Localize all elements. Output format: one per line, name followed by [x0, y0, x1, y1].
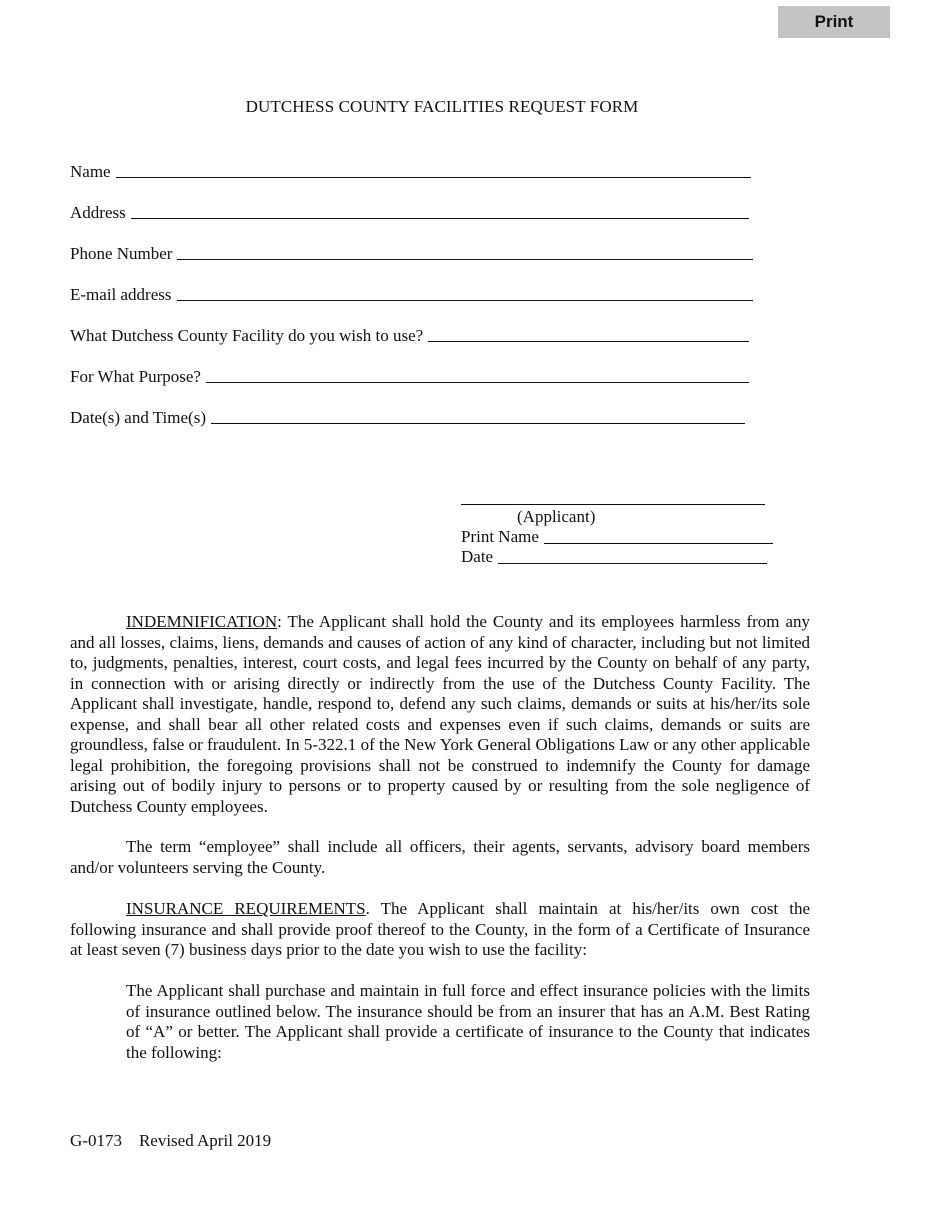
print-name-input[interactable] — [544, 528, 773, 544]
form-revision: Revised April 2019 — [138, 1131, 272, 1150]
employee-definition-paragraph — [70, 837, 810, 878]
purpose-field-row — [70, 365, 749, 387]
signature-block — [461, 487, 773, 567]
facility-label: What Dutchess County Facility do you wish to use? — [70, 326, 424, 345]
employee-definition-text: The term “employee” shall include all officers, their agents, servants, advisory board members and/or volunteers serving the County. — [70, 837, 810, 877]
address-label: Address — [70, 203, 126, 222]
insurance-heading: INSURANCE REQUIREMENTS — [126, 899, 366, 918]
phone-label: Phone Number — [70, 244, 173, 263]
name-input[interactable] — [116, 160, 751, 178]
insurance-text: . The Applicant shall maintain at his/her/its own cost the following insurance and shall provide proof thereof to the County, in the form of a Certificate of Insurance at least seven (7) business days prior to the date you wish to use the facility: — [70, 899, 810, 959]
phone-input[interactable] — [177, 242, 753, 260]
print-name-label: Print Name — [461, 527, 539, 546]
applicant-signature-line[interactable] — [461, 487, 765, 505]
dates-input[interactable] — [211, 406, 745, 424]
insurance-detail-text: The Applicant shall purchase and maintain in full force and effect insurance policies with the limits of insurance outlined below. The insurance should be from an insurer that has an A.M. Best Rating of “A” or better. The Applicant shall provide a certificate of insurance to the County that indicates the following: — [126, 981, 810, 1062]
form-title: DUTCHESS COUNTY FACILITIES REQUEST FORM — [245, 97, 639, 116]
indemnification-text: : The Applicant shall hold the County and its employees harmless from any and all losses, claims, liens, demands and causes of action of any kind of character, including but not limited to, judgments, penalties, interest, court costs, and legal fees incurred by the County on behalf of any party, in connection with or arising directly or indirectly from the use of the Dutchess County Facility. The Applicant shall investigate, handle, respond to, defend any such claims, demands or suits at his/her/its sole expense, and shall bear all other related costs and expenses even if such claims, demands or suits are groundless, false or fraudulent. In 5-322.1 of the New York General Obligations Law or any other applicable legal prohibition, the foregoing provisions shall not be construed to indemnify the County for damage arising out of bodily injury to persons or to property caused by or resulting from the sole negligence of Dutchess County employees. — [70, 612, 810, 816]
form-footer — [70, 1131, 271, 1151]
dates-field-row — [70, 406, 745, 428]
email-label: E-mail address — [70, 285, 172, 304]
purpose-label: For What Purpose? — [70, 367, 201, 386]
name-field-row — [70, 160, 751, 182]
signature-date-row — [461, 547, 767, 567]
indemnification-heading: INDEMNIFICATION — [126, 612, 278, 631]
dates-label: Date(s) and Time(s) — [70, 408, 206, 427]
signature-date-label: Date — [461, 547, 494, 566]
address-input[interactable] — [131, 201, 749, 219]
email-input[interactable] — [177, 283, 754, 301]
insurance-detail-paragraph — [126, 981, 810, 1063]
email-field-row — [70, 283, 753, 305]
print-name-row — [461, 527, 773, 547]
purpose-input[interactable] — [206, 365, 749, 383]
indemnification-paragraph — [70, 612, 810, 817]
name-label: Name — [70, 162, 111, 181]
insurance-paragraph — [70, 899, 810, 961]
applicant-label: (Applicant) — [517, 507, 596, 526]
signature-date-input[interactable] — [498, 548, 767, 564]
address-field-row — [70, 201, 749, 223]
form-number: G-0173 — [70, 1131, 122, 1150]
phone-field-row — [70, 242, 753, 264]
print-button[interactable]: Print — [778, 6, 890, 38]
facility-input[interactable] — [428, 324, 749, 342]
facility-field-row — [70, 324, 749, 346]
